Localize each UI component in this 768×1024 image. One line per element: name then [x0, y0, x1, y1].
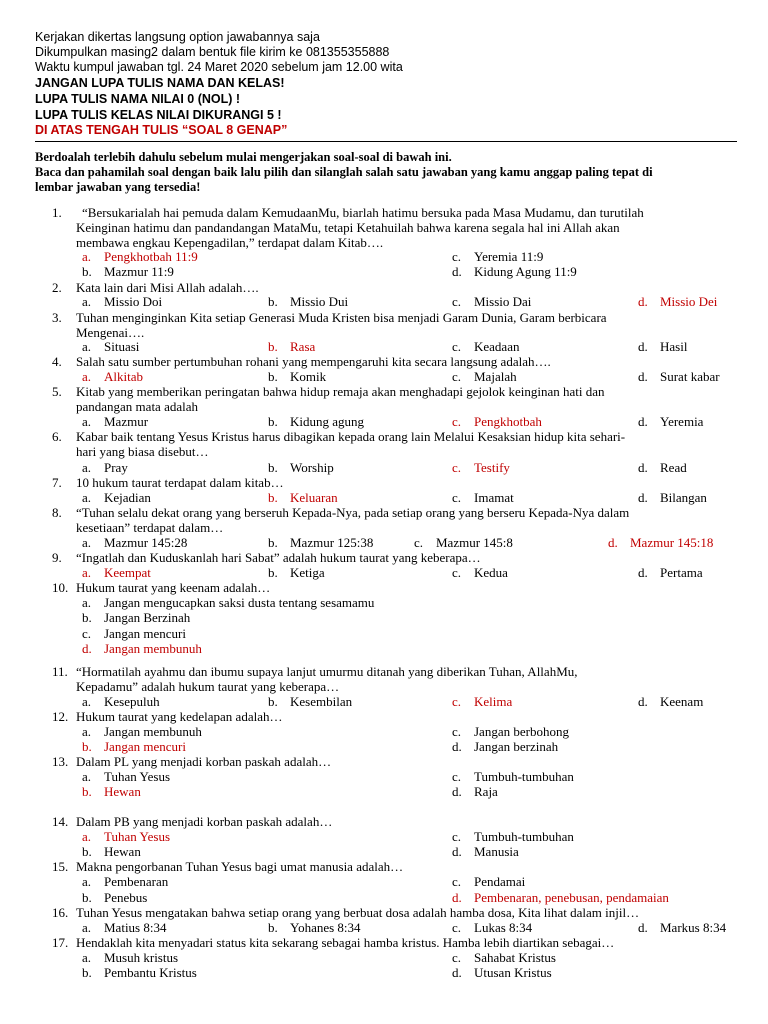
option-text: Bilangan: [660, 490, 707, 505]
question-text: kesetiaan” terdapat dalam…: [76, 520, 224, 535]
answer-option-b[interactable]: [82, 890, 147, 905]
option-text: Tumbuh-tumbuhan: [474, 769, 574, 784]
option-letter: b.: [82, 844, 92, 859]
option-letter: c.: [452, 920, 462, 935]
answer-option-a[interactable]: [82, 249, 198, 264]
answer-option-b[interactable]: [268, 535, 373, 550]
option-letter: b.: [268, 694, 278, 709]
question-number: 10.: [52, 580, 69, 595]
question-text: Dalam PL yang menjadi korban paskah adalah…: [76, 754, 332, 769]
answer-option-b[interactable]: [268, 694, 352, 709]
question-number: 4.: [52, 354, 62, 369]
option-text: Missio Dai: [474, 294, 532, 309]
question-text: “Ingatlah dan Kuduskanlah hari Sabat” adalah hukum taurat yang keberapa…: [76, 550, 481, 565]
option-text: Pendamai: [474, 874, 526, 889]
option-letter: a.: [82, 294, 92, 309]
question-number: 8.: [52, 505, 62, 520]
option-text: Sahabat Kristus: [474, 950, 556, 965]
option-letter: c.: [452, 950, 462, 965]
option-text: Mazmur 125:38: [290, 535, 374, 550]
option-text: Missio Doi: [104, 294, 163, 309]
answer-option-d[interactable]: [638, 414, 703, 429]
answer-option-a[interactable]: [82, 724, 202, 739]
answer-option-c[interactable]: [452, 829, 574, 844]
warning-line-2: LUPA TULIS NAMA NILAI 0 (NOL) !: [35, 92, 241, 106]
question-text: Kitab yang memberikan peringatan bahwa hidup remaja akan menghadapi gejolok keinginan hati dan: [76, 384, 605, 399]
option-letter: c.: [452, 874, 462, 889]
option-text: Jangan mengucapkan saksi dusta tentang sesamamu: [104, 595, 375, 610]
answer-option-b[interactable]: [268, 339, 315, 354]
instruction-line-1: Kerjakan dikertas langsung option jawabannya saja: [35, 30, 320, 44]
option-text: Mazmur 145:8: [436, 535, 513, 550]
question-text: Kabar baik tentang Yesus Kristus harus dibagikan kepada orang lain Melalui Kesaksian hidup kita sehari-: [76, 429, 626, 444]
answer-option-d[interactable]: [638, 294, 717, 309]
option-letter: a.: [82, 565, 92, 580]
option-letter: b.: [82, 965, 92, 980]
option-letter: d.: [452, 264, 462, 279]
option-letter: c.: [452, 460, 462, 475]
option-letter: a.: [82, 874, 92, 889]
question-text: “Bersukarialah hai pemuda dalam KemudaanMu, biarlah hatimu bersuka pada Masa Mudamu, dan turutilah: [82, 205, 644, 220]
option-text: Mazmur 145:18: [630, 535, 714, 550]
option-letter: d.: [452, 784, 462, 799]
option-letter: d.: [452, 890, 462, 905]
option-text: Yeremia: [660, 414, 704, 429]
answer-option-d[interactable]: [638, 369, 720, 384]
option-text: Keenam: [660, 694, 704, 709]
answer-option-d[interactable]: [452, 965, 552, 980]
question-text: “Hormatilah ayahmu dan ibumu supaya lanjut umurmu ditanah yang diberikan Tuhan, AllahMu,: [76, 664, 578, 679]
option-text: Manusia: [474, 844, 519, 859]
question-number: 9.: [52, 550, 62, 565]
answer-option-c[interactable]: [414, 535, 513, 550]
option-text: Pembenaran: [104, 874, 169, 889]
question-text: Hukum taurat yang kedelapan adalah…: [76, 709, 283, 724]
answer-option-c[interactable]: [452, 694, 512, 709]
option-letter: c.: [452, 829, 462, 844]
option-letter: a.: [82, 920, 92, 935]
option-text: Mazmur 145:28: [104, 535, 188, 550]
option-letter: a.: [82, 249, 92, 264]
option-text: Rasa: [290, 339, 316, 354]
option-text: Missio Dei: [660, 294, 718, 309]
option-letter: c.: [452, 769, 462, 784]
answer-option-a[interactable]: [82, 294, 162, 309]
answer-option-a[interactable]: [82, 460, 128, 475]
option-letter: a.: [82, 694, 92, 709]
option-text: Jangan berbohong: [474, 724, 569, 739]
option-text: Kidung agung: [290, 414, 365, 429]
question-number: 2.: [52, 280, 62, 295]
answer-option-c[interactable]: [452, 920, 532, 935]
option-text: Ketiga: [290, 565, 325, 580]
option-letter: a.: [82, 369, 92, 384]
question-text: Kata lain dari Misi Allah adalah….: [76, 280, 259, 295]
option-text: Read: [660, 460, 687, 475]
option-text: Testify: [474, 460, 510, 475]
answer-option-d[interactable]: [638, 490, 707, 505]
option-letter: a.: [82, 829, 92, 844]
question-text: 10 hukum taurat terdapat dalam kitab…: [76, 475, 284, 490]
option-letter: c.: [82, 626, 92, 641]
option-letter: a.: [82, 460, 92, 475]
answer-option-d[interactable]: [608, 535, 713, 550]
option-letter: d.: [638, 694, 648, 709]
option-letter: a.: [82, 724, 92, 739]
answer-option-c[interactable]: [452, 950, 556, 965]
question-number: 11.: [52, 664, 68, 679]
option-text: Hasil: [660, 339, 688, 354]
option-text: Utusan Kristus: [474, 965, 552, 980]
question-text: Makna pengorbanan Tuhan Yesus bagi umat manusia adalah…: [76, 859, 404, 874]
intro-line: lembar jawaban yang tersedia!: [35, 180, 201, 194]
option-text: Tumbuh-tumbuhan: [474, 829, 574, 844]
question-number: 14.: [52, 814, 69, 829]
answer-option-c[interactable]: [452, 249, 543, 264]
option-text: Jangan mencuri: [104, 626, 186, 641]
option-text: Pertama: [660, 565, 703, 580]
option-letter: c.: [452, 490, 462, 505]
answer-option-b[interactable]: [268, 460, 334, 475]
question-number: 12.: [52, 709, 69, 724]
option-text: Lukas 8:34: [474, 920, 533, 935]
option-text: Majalah: [474, 369, 517, 384]
answer-option-b[interactable]: [268, 565, 325, 580]
option-text: Kesepuluh: [104, 694, 160, 709]
instruction-line-3: Waktu kumpul jawaban tgl. 24 Maret 2020 sebelum jam 12.00 wita: [35, 60, 403, 74]
answer-option-d[interactable]: [638, 920, 726, 935]
option-letter: b.: [268, 460, 278, 475]
option-letter: b.: [268, 369, 278, 384]
option-letter: b.: [268, 565, 278, 580]
option-letter: b.: [82, 890, 92, 905]
question-text: Mengenai….: [76, 325, 145, 340]
warning-line-3: LUPA TULIS KELAS NILAI DIKURANGI 5 !: [35, 108, 282, 122]
option-text: Pembantu Kristus: [104, 965, 197, 980]
question-number: 5.: [52, 384, 62, 399]
option-text: Jangan membunuh: [104, 724, 202, 739]
option-text: Kesembilan: [290, 694, 353, 709]
option-letter: d.: [638, 294, 648, 309]
option-text: Kedua: [474, 565, 508, 580]
option-letter: c.: [452, 339, 462, 354]
option-text: Keempat: [104, 565, 151, 580]
question-text: Kepadamu” adalah hukum taurat yang keberapa…: [76, 679, 340, 694]
answer-option-a[interactable]: [82, 920, 166, 935]
answer-option-d[interactable]: [452, 784, 498, 799]
answer-option-a[interactable]: [82, 595, 374, 610]
answer-option-c[interactable]: [452, 490, 514, 505]
option-letter: a.: [82, 490, 92, 505]
answer-option-c[interactable]: [452, 874, 525, 889]
option-letter: b.: [268, 414, 278, 429]
option-text: Hewan: [104, 784, 141, 799]
option-letter: c.: [452, 414, 462, 429]
answer-option-b[interactable]: [82, 264, 174, 279]
answer-option-c[interactable]: [82, 626, 186, 641]
answer-option-c[interactable]: [452, 339, 519, 354]
option-text: Komik: [290, 369, 327, 384]
answer-option-a[interactable]: [82, 950, 178, 965]
answer-option-b[interactable]: [268, 920, 361, 935]
option-text: Keluaran: [290, 490, 338, 505]
option-letter: c.: [414, 535, 424, 550]
answer-option-a[interactable]: [82, 339, 139, 354]
question-number: 16.: [52, 905, 69, 920]
option-text: Jangan mencuri: [104, 739, 186, 754]
option-letter: b.: [268, 294, 278, 309]
answer-option-c[interactable]: [452, 369, 517, 384]
question-number: 6.: [52, 429, 62, 444]
answer-option-c[interactable]: [452, 724, 569, 739]
option-letter: a.: [82, 339, 92, 354]
answer-option-d[interactable]: [82, 641, 202, 656]
option-text: Missio Dui: [290, 294, 349, 309]
option-text: Pengkhotbah: [474, 414, 542, 429]
question-text: Dalam PB yang menjadi korban paskah adalah…: [76, 814, 333, 829]
option-letter: d.: [638, 339, 648, 354]
option-text: Worship: [290, 460, 334, 475]
answer-option-b[interactable]: [82, 784, 141, 799]
question-text: Tuhan menginginkan Kita setiap Generasi Muda Kristen bisa menjadi Garam Dunia, Garam berbicara: [76, 310, 607, 325]
option-letter: d.: [452, 965, 462, 980]
question-number: 7.: [52, 475, 62, 490]
option-letter: d.: [638, 565, 648, 580]
answer-option-a[interactable]: [82, 490, 151, 505]
option-text: Jangan berzinah: [474, 739, 559, 754]
question-text: Hukum taurat yang keenam adalah…: [76, 580, 271, 595]
answer-option-d[interactable]: [452, 264, 577, 279]
answer-option-d[interactable]: [638, 694, 703, 709]
answer-option-b[interactable]: [268, 369, 326, 384]
option-text: Pembenaran, penebusan, pendamaian: [474, 890, 669, 905]
option-letter: d.: [82, 641, 92, 656]
option-text: Keadaan: [474, 339, 520, 354]
answer-option-d[interactable]: [452, 844, 519, 859]
answer-option-d[interactable]: [638, 460, 687, 475]
option-letter: b.: [82, 784, 92, 799]
option-text: Tuhan Yesus: [104, 769, 170, 784]
option-letter: d.: [638, 460, 648, 475]
warning-line-1: JANGAN LUPA TULIS NAMA DAN KELAS!: [35, 76, 285, 90]
answer-option-c[interactable]: [452, 294, 531, 309]
question-text: Hendaklah kita menyadari status kita sekarang sebagai hamba kristus. Hamba lebih diartikan sebagai…: [76, 935, 615, 950]
answer-option-a[interactable]: [82, 874, 168, 889]
option-letter: a.: [82, 769, 92, 784]
answer-option-d[interactable]: [638, 565, 703, 580]
option-letter: c.: [452, 694, 462, 709]
answer-option-b[interactable]: [268, 490, 338, 505]
answer-option-a[interactable]: [82, 829, 170, 844]
answer-option-a[interactable]: [82, 565, 151, 580]
option-text: Raja: [474, 784, 498, 799]
option-letter: c.: [452, 724, 462, 739]
option-letter: b.: [268, 339, 278, 354]
answer-option-a[interactable]: [82, 769, 170, 784]
question-number: 17.: [52, 935, 69, 950]
option-letter: d.: [452, 844, 462, 859]
question-text: pandangan mata adalah: [76, 399, 198, 414]
option-text: Mazmur: [104, 414, 149, 429]
option-letter: d.: [452, 739, 462, 754]
option-text: Kelima: [474, 694, 513, 709]
answer-option-c[interactable]: [452, 460, 510, 475]
question-text: Keinginan hatimu dan pandandangan MataMu, tetapi Ketahuilah bahwa karena segala hal ini Allah akan: [76, 220, 620, 235]
option-text: Pengkhotbah 11:9: [104, 249, 198, 264]
option-letter: a.: [82, 535, 92, 550]
question-text: membawa engkau Kepengadilan,” terdapat dalam Kitab….: [76, 235, 384, 250]
option-text: Kidung Agung 11:9: [474, 264, 577, 279]
option-letter: c.: [452, 249, 462, 264]
option-letter: b.: [268, 490, 278, 505]
option-text: Penebus: [104, 890, 148, 905]
header-divider: [35, 141, 737, 142]
intro-line: Berdoalah terlebih dahulu sebelum mulai mengerjakan soal-soal di bawah ini.: [35, 150, 452, 164]
question-number: 1.: [52, 205, 62, 220]
question-number: 15.: [52, 859, 69, 874]
option-text: Tuhan Yesus: [104, 829, 170, 844]
option-letter: d.: [608, 535, 618, 550]
option-letter: d.: [638, 414, 648, 429]
answer-option-a[interactable]: [82, 414, 148, 429]
option-text: Markus 8:34: [660, 920, 727, 935]
option-text: Hewan: [104, 844, 141, 859]
option-letter: c.: [452, 369, 462, 384]
answer-option-b[interactable]: [82, 739, 186, 754]
option-text: Yeremia 11:9: [474, 249, 544, 264]
instruction-line-2: Dikumpulkan masing2 dalam bentuk file kirim ke 081355355888: [35, 45, 390, 59]
answer-option-c[interactable]: [452, 414, 542, 429]
answer-option-b[interactable]: [82, 610, 190, 625]
option-letter: c.: [452, 294, 462, 309]
answer-option-c[interactable]: [452, 565, 508, 580]
answer-option-a[interactable]: [82, 694, 160, 709]
option-letter: a.: [82, 595, 92, 610]
option-letter: d.: [638, 490, 648, 505]
option-text: Jangan membunuh: [104, 641, 202, 656]
question-number: 3.: [52, 310, 62, 325]
option-text: Musuh kristus: [104, 950, 179, 965]
option-letter: a.: [82, 950, 92, 965]
question-number: 13.: [52, 754, 69, 769]
answer-option-a[interactable]: [82, 369, 143, 384]
option-letter: b.: [268, 535, 278, 550]
answer-option-b[interactable]: [268, 414, 364, 429]
option-text: Alkitab: [104, 369, 143, 384]
answer-option-b[interactable]: [82, 844, 141, 859]
question-text: hari yang biasa disebut…: [76, 444, 209, 459]
warning-line-red: DI ATAS TENGAH TULIS “SOAL 8 GENAP”: [35, 123, 288, 137]
answer-option-b[interactable]: [268, 294, 348, 309]
option-text: Matius 8:34: [104, 920, 167, 935]
answer-option-d[interactable]: [452, 890, 669, 905]
intro-line: Baca dan pahamilah soal dengan baik lalu pilih dan silanglah salah satu jawaban yang kamu anggap paling tepat di: [35, 165, 653, 179]
answer-option-b[interactable]: [82, 965, 197, 980]
answer-option-d[interactable]: [452, 739, 558, 754]
question-text: “Tuhan selalu dekat orang yang berseruh Kepada-Nya, pada setiap orang yang berseru Kepada-Nya dalam: [76, 505, 630, 520]
option-text: Surat kabar: [660, 369, 720, 384]
question-text: Salah satu sumber pertumbuhan rohani yang mempengaruhi kita secara langsung adalah….: [76, 354, 551, 369]
option-letter: b.: [82, 264, 92, 279]
option-letter: a.: [82, 414, 92, 429]
intro-block: [35, 150, 745, 195]
option-text: Jangan Berzinah: [104, 610, 191, 625]
option-letter: b.: [82, 610, 92, 625]
option-letter: c.: [452, 565, 462, 580]
answer-option-a[interactable]: [82, 535, 187, 550]
question-text: Tuhan Yesus mengatakan bahwa setiap orang yang berbuat dosa adalah hamba dosa, Kita lihat dalam injil…: [76, 905, 640, 920]
answer-option-c[interactable]: [452, 769, 574, 784]
option-letter: b.: [268, 920, 278, 935]
option-text: Situasi: [104, 339, 140, 354]
option-letter: d.: [638, 369, 648, 384]
option-text: Pray: [104, 460, 128, 475]
option-text: Imamat: [474, 490, 514, 505]
option-text: Yohanes 8:34: [290, 920, 361, 935]
option-letter: d.: [638, 920, 648, 935]
answer-option-d[interactable]: [638, 339, 687, 354]
option-text: Kejadian: [104, 490, 151, 505]
option-text: Mazmur 11:9: [104, 264, 174, 279]
option-letter: b.: [82, 739, 92, 754]
